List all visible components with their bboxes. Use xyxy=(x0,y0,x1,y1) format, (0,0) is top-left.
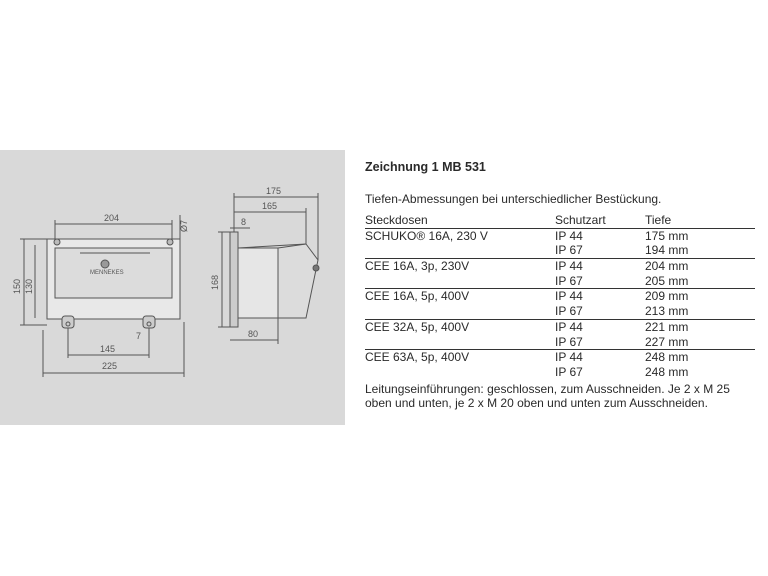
note-line-1: Leitungseinführungen: geschlossen, zum Ausschneiden. Je 2 x M 25 xyxy=(365,381,730,396)
cell-socket: SCHUKO® 16A, 230 V xyxy=(365,228,555,243)
cell-socket: CEE 16A, 3p, 230V xyxy=(365,259,555,274)
cell-protection: IP 67 xyxy=(555,304,583,319)
dim-165: 165 xyxy=(262,201,278,211)
table-row xyxy=(365,243,755,258)
dim-145: 145 xyxy=(100,344,116,354)
cell-depth: 209 mm xyxy=(645,289,755,304)
cell-protection: IP 44 xyxy=(555,350,645,365)
note-line-2: oben und unten, je 2 x M 20 oben und unten zum Ausschneiden. xyxy=(365,395,708,410)
drawing-svg xyxy=(0,150,345,425)
table-row xyxy=(365,319,755,334)
dim-80: 80 xyxy=(248,329,259,339)
dim-150: 150 xyxy=(12,278,22,294)
dim-175: 175 xyxy=(266,186,282,196)
cell-socket: CEE 32A, 5p, 400V xyxy=(365,319,555,334)
cell-protection: IP 44 xyxy=(555,319,645,334)
cell-depth: 213 mm xyxy=(645,304,689,319)
cell-protection: IP 67 xyxy=(555,334,583,349)
header-protection: Schutzart xyxy=(555,213,606,227)
page-title: Zeichnung 1 MB 531 xyxy=(365,160,486,174)
cell-protection: IP 67 xyxy=(555,364,583,379)
table-row xyxy=(365,228,755,243)
table-row xyxy=(365,259,755,274)
table-header-row xyxy=(365,213,755,228)
dim-7: 7 xyxy=(136,331,142,341)
dim-225: 225 xyxy=(102,361,118,371)
side-view xyxy=(218,193,319,344)
cable-entry-note xyxy=(365,382,760,410)
table-row xyxy=(365,365,755,380)
cell-depth: 248 mm xyxy=(645,350,755,365)
depth-table xyxy=(365,213,755,380)
dim-diameter-7: Ø7 xyxy=(179,219,189,232)
cell-socket xyxy=(365,365,555,380)
cell-depth: 175 mm xyxy=(645,228,755,243)
cell-socket xyxy=(365,243,555,258)
header-sockets: Steckdosen xyxy=(365,213,428,227)
brand-text: MENNEKES xyxy=(90,270,124,276)
cell-socket xyxy=(365,274,555,289)
dim-168: 168 xyxy=(210,274,220,290)
intro-text: Tiefen-Abmessungen bei unterschiedlicher Bestückung. xyxy=(365,192,662,206)
cell-protection: IP 67 xyxy=(555,273,583,288)
table-row xyxy=(365,350,755,365)
cell-depth: 204 mm xyxy=(645,259,755,274)
cell-protection: IP 67 xyxy=(555,243,583,258)
cell-protection: IP 44 xyxy=(555,228,645,243)
cell-depth: 221 mm xyxy=(645,319,755,334)
table-row xyxy=(365,304,755,319)
table-row xyxy=(365,289,755,304)
cell-protection: IP 44 xyxy=(555,259,645,274)
cell-socket: CEE 16A, 5p, 400V xyxy=(365,289,555,304)
side-lid xyxy=(278,244,318,318)
table-row xyxy=(365,274,755,289)
cell-depth: 205 mm xyxy=(645,273,689,288)
side-flange xyxy=(230,232,238,327)
cell-socket xyxy=(365,335,555,350)
table-row xyxy=(365,335,755,350)
technical-drawing xyxy=(0,150,345,425)
cell-depth: 227 mm xyxy=(645,334,689,349)
dim-8: 8 xyxy=(241,217,247,227)
dim-204: 204 xyxy=(104,213,120,223)
dim-130: 130 xyxy=(24,278,34,294)
cell-depth: 194 mm xyxy=(645,243,689,258)
cell-protection: IP 44 xyxy=(555,289,645,304)
header-depth: Tiefe xyxy=(645,213,672,227)
cell-depth: 248 mm xyxy=(645,364,689,379)
cell-socket xyxy=(365,304,555,319)
spec-panel xyxy=(365,160,760,410)
cell-socket: CEE 63A, 5p, 400V xyxy=(365,350,555,365)
side-body xyxy=(238,248,278,318)
